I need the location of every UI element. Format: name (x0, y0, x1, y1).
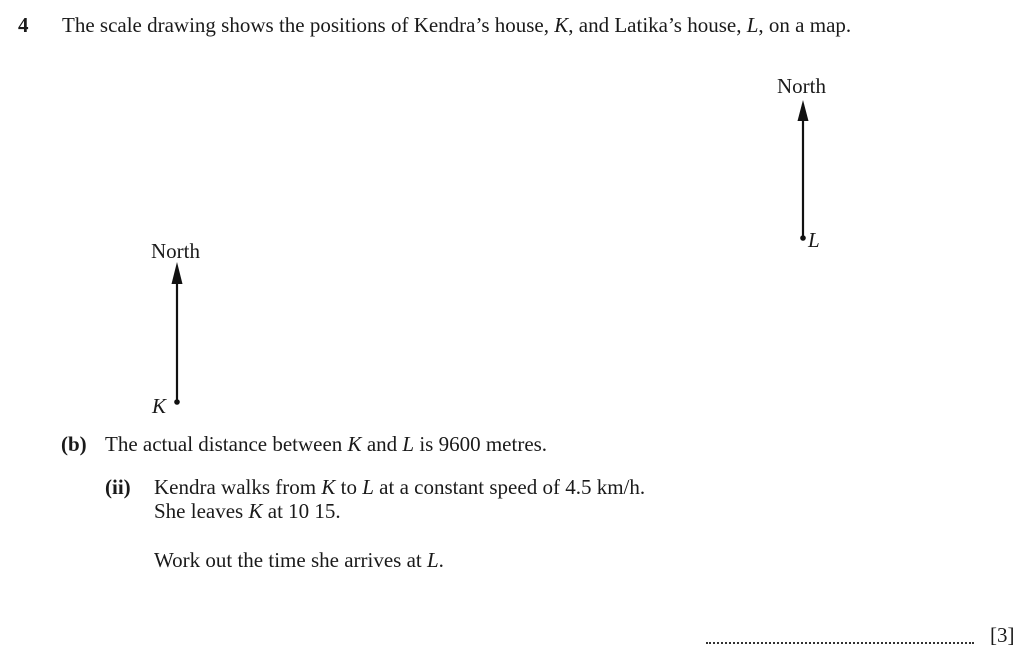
north-label-latika: North (777, 74, 826, 98)
point-l-ref: L (362, 475, 374, 499)
text: The actual distance between (105, 432, 348, 456)
part-ii-instruction (154, 548, 444, 573)
part-ii-line2 (154, 499, 341, 524)
question-number: 4 (18, 13, 29, 37)
intro-text: , on a map. (758, 13, 852, 37)
point-l-ref: L (426, 548, 439, 572)
answer-line[interactable] (706, 622, 974, 644)
north-label-kendra: North (151, 239, 200, 263)
point-k-ref: K (248, 499, 263, 523)
intro-text: The scale drawing shows the positions of Kendra’s house, (62, 13, 555, 37)
marks-label: [3] (990, 623, 1015, 647)
point-label-l: L (808, 228, 820, 252)
point-k-ref: K (321, 475, 336, 499)
point-l-ref: L (746, 13, 759, 37)
text: is 9600 metres. (414, 432, 548, 456)
text: Work out the time she arrives at (154, 548, 427, 572)
part-b-statement (105, 432, 547, 457)
text: . (438, 548, 444, 572)
text: at 10 15. (262, 499, 341, 523)
point-label-k: K (152, 394, 167, 418)
text: Kendra walks from (154, 475, 322, 499)
part-ii-line1 (154, 475, 645, 500)
point-l-ref: L (402, 432, 415, 456)
north-arrow-icon (172, 262, 183, 405)
text: and (361, 432, 403, 456)
intro-text: , and Latika’s house, (568, 13, 747, 37)
part-b-label: (b) (61, 432, 87, 456)
north-arrow-icon (798, 100, 809, 241)
text: at a constant speed of 4.5 km/h. (373, 475, 646, 499)
text: to (335, 475, 363, 499)
part-ii-label: (ii) (105, 475, 131, 499)
point-k-ref: K (347, 432, 362, 456)
text: She leaves (154, 499, 249, 523)
point-k-ref: K (554, 13, 569, 37)
